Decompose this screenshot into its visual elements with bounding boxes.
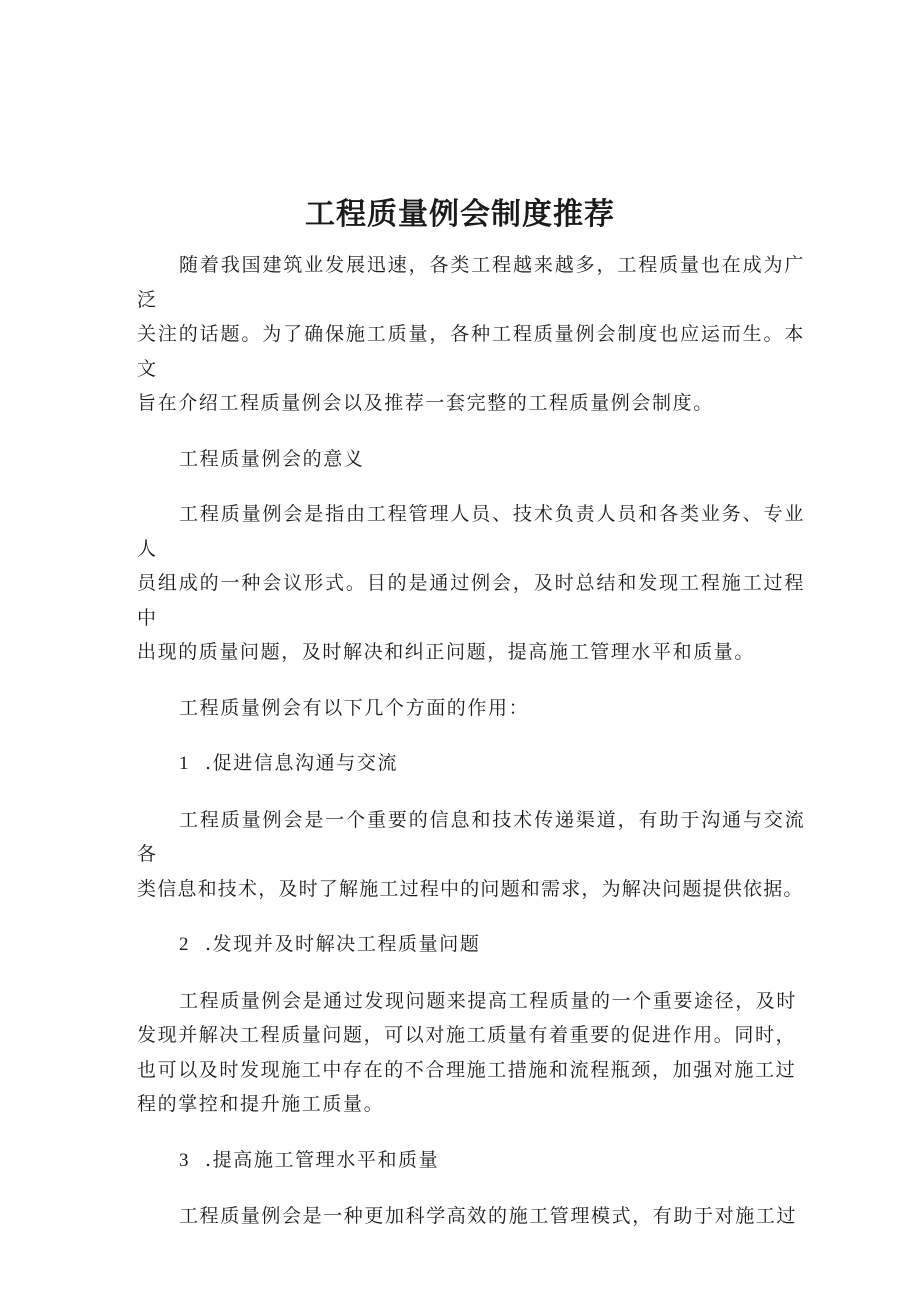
roles-intro: 工程质量例会有以下几个方面的作用：: [179, 696, 530, 719]
section-heading: 工程质量例会的意义: [179, 447, 365, 470]
item-heading: [137, 927, 805, 963]
intro-paragraph: [137, 248, 805, 421]
item-number: 1: [179, 753, 191, 774]
text-line: 工程质量例会是指由工程管理人员、技术负责人员和各类业务、专业人: [137, 503, 805, 560]
item-heading: [137, 1143, 805, 1179]
text-line: 员组成的一种会议形式。目的是通过例会，及时总结和发现工程施工过程中: [137, 572, 805, 629]
item-paragraph: [137, 803, 805, 907]
item-heading: [137, 746, 805, 782]
text-line: 旨在介绍工程质量例会以及推荐一套完整的工程质量例会制度。: [137, 392, 714, 414]
text-line: 随着我国建筑业发展迅速，各类工程越来越多，工程质量也在成为广泛: [137, 254, 805, 311]
document-title: 工程质量例会制度推荐: [305, 197, 615, 232]
item-number: 3: [179, 1149, 191, 1171]
text-line: 工程质量例会是一种更加科学高效的施工管理模式，有助于对施工过: [179, 1205, 798, 1227]
text-line: 工程质量例会是通过发现问题来提高工程质量的一个重要途径，及时: [179, 989, 798, 1012]
text-line: 程的掌控和提升施工质量。: [137, 1093, 385, 1115]
text-line: 发现并解决工程质量问题，可以对施工质量有着重要的促进作用。同时，: [137, 1024, 797, 1046]
item-heading-text: .发现并及时解决工程质量问题: [205, 933, 481, 955]
item-paragraph: [137, 1199, 805, 1234]
meaning-paragraph: [137, 497, 805, 670]
text-line: 关注的话题。为了确保施工质量，各种工程质量例会制度也应运而生。本文: [137, 323, 805, 380]
item-number: 2: [179, 934, 191, 955]
item-paragraph: [137, 984, 805, 1122]
item-heading-text: .促进信息沟通与交流: [205, 752, 399, 774]
item-heading-text: .提高施工管理水平和质量: [205, 1148, 440, 1171]
text-line: 也可以及时发现施工中存在的不合理施工措施和流程瓶颈，加强对施工过: [137, 1058, 797, 1081]
document-body: [137, 248, 805, 1255]
text-line: 出现的质量问题，及时解决和纠正问题，提高施工管理水平和质量。: [137, 641, 756, 663]
text-line: 类信息和技术，及时了解施工过程中的问题和需求，为解决问题提供依据。: [137, 877, 804, 900]
text-line: 工程质量例会是一个重要的信息和技术传递渠道，有助于沟通与交流各: [137, 808, 805, 865]
